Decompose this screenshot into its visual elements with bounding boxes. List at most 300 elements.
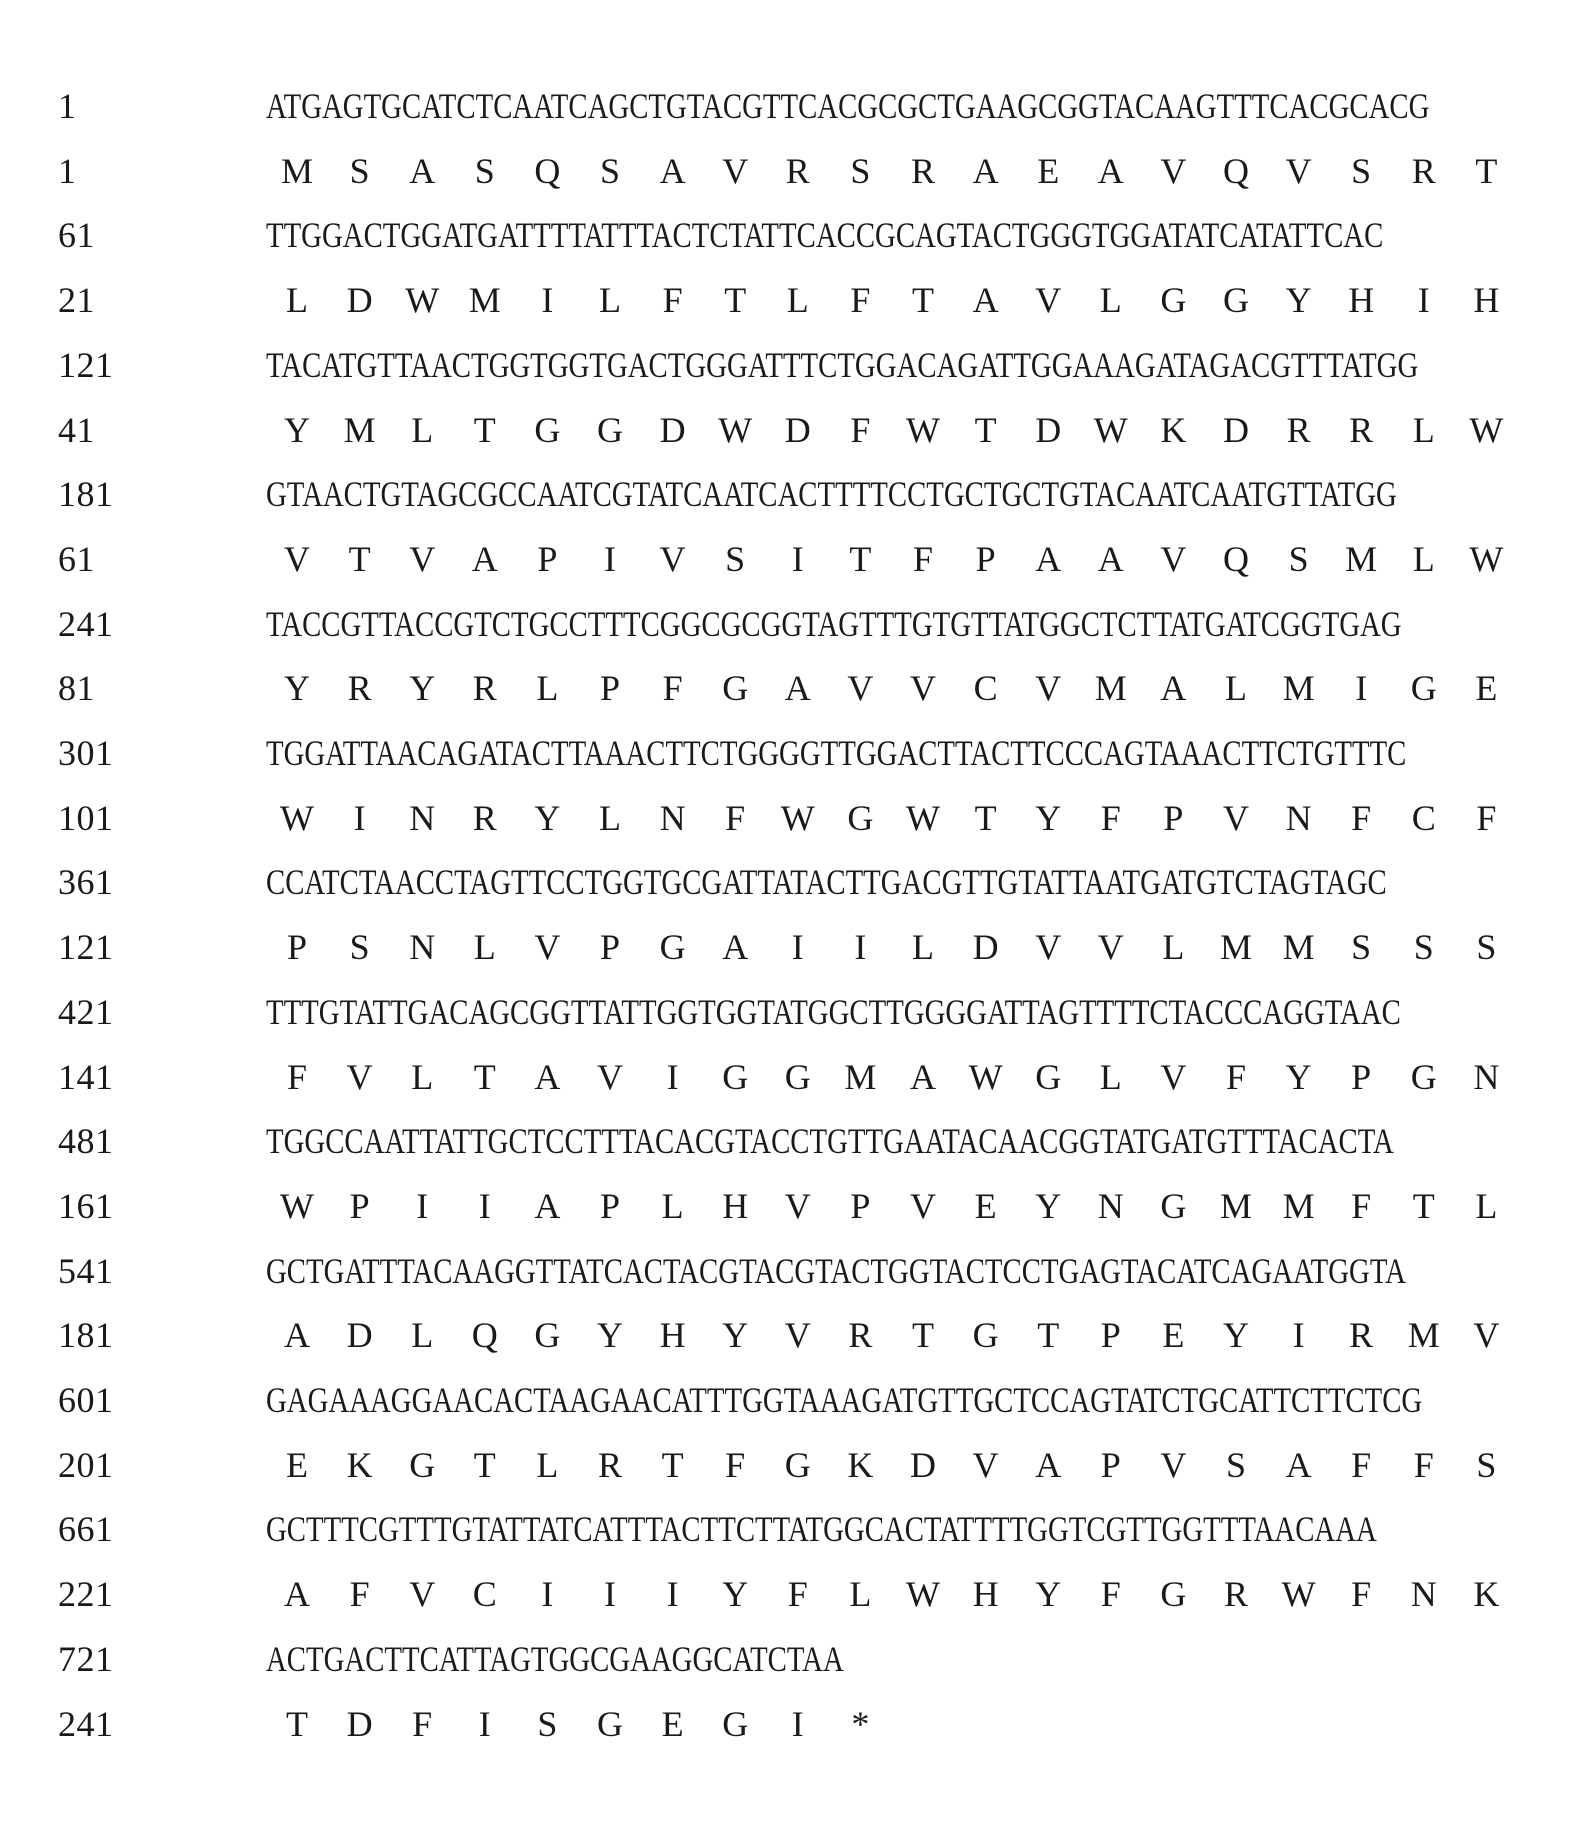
nucleotide-row — [0, 1111, 1584, 1171]
amino-acid-row — [0, 658, 1584, 718]
amino-acid: G — [784, 1056, 811, 1097]
amino-acid: M — [1345, 538, 1378, 579]
amino-acid: N — [1097, 1185, 1124, 1226]
amino-acid: V — [1160, 150, 1187, 191]
amino-acid: R — [1349, 1315, 1374, 1356]
amino-acid: P — [1100, 1444, 1121, 1485]
amino-acid: G — [847, 797, 874, 838]
amino-acid: Y — [1285, 1056, 1312, 1097]
amino-acid: A — [534, 1056, 561, 1097]
amino-acid: T — [1037, 1315, 1060, 1356]
amino-acid: S — [537, 1703, 558, 1744]
amino-acid: A — [284, 1574, 310, 1615]
amino-acid: W — [280, 1185, 314, 1226]
amino-acid: A — [1035, 1444, 1062, 1485]
amino-acid-position: 81 — [58, 668, 95, 709]
amino-acid: T — [974, 797, 997, 838]
amino-acid-position: 181 — [58, 1315, 114, 1356]
amino-acid: V — [1035, 280, 1062, 321]
nucleotide-sequence: ATGAGTGCATCTCAATCAGCTGTACGTTCACGCGCTGAAGCGGTACAAGTTTCACGCACG — [266, 86, 1430, 126]
amino-acid: E — [286, 1444, 308, 1485]
amino-acid: W — [906, 409, 940, 450]
amino-acid: F — [787, 1574, 808, 1615]
nucleotide-sequence: TTTGTATTGACAGCGGTTATTGGTGGTATGGCTTGGGGATTAGTTTTCTACCCAGGTAAC — [266, 991, 1401, 1032]
amino-acid-position: 61 — [58, 538, 95, 579]
amino-acid: G — [1223, 280, 1249, 321]
amino-acid-row — [0, 1047, 1584, 1107]
amino-acid: T — [473, 1056, 496, 1097]
amino-acid: V — [1035, 668, 1062, 709]
amino-acid: V — [1160, 538, 1187, 579]
amino-acid: Q — [534, 150, 561, 191]
amino-acid: R — [910, 150, 935, 191]
amino-acid: L — [1475, 1185, 1498, 1226]
nucleotide-position: 481 — [58, 1121, 114, 1162]
nucleotide-row — [0, 1629, 1584, 1689]
amino-acid: F — [412, 1703, 433, 1744]
amino-acid: G — [409, 1444, 436, 1485]
amino-acid: Y — [1035, 1574, 1062, 1615]
amino-acid: G — [722, 668, 749, 709]
amino-acid: I — [1355, 668, 1368, 709]
amino-acid: T — [974, 409, 997, 450]
amino-acid: I — [604, 1574, 616, 1615]
amino-acid-row — [0, 270, 1584, 330]
amino-acid: L — [599, 797, 621, 838]
nucleotide-position: 241 — [58, 603, 114, 644]
nucleotide-sequence: GCTGATTTACAAGGTTATCACTACGTACGTACTGGTACTCCTGAGTACATCAGAATGGTA — [266, 1250, 1406, 1291]
amino-acid: Y — [722, 1315, 749, 1356]
amino-acid-position: 21 — [58, 280, 95, 321]
nucleotide-sequence: TTGGACTGGATGATTTTATTTACTCTATTCACCGCAGTACTGGGTGGATATCATATTCAC — [266, 215, 1384, 256]
amino-acid: M — [844, 1056, 877, 1097]
amino-acid: A — [1285, 1444, 1312, 1485]
amino-acid: R — [1349, 409, 1374, 450]
amino-acid: T — [473, 1444, 496, 1485]
amino-acid: V — [1285, 150, 1312, 191]
amino-acid: W — [906, 797, 940, 838]
amino-acid: Y — [409, 668, 436, 709]
amino-acid: F — [349, 1574, 370, 1615]
amino-acid: P — [599, 1185, 621, 1226]
amino-acid: V — [597, 1056, 623, 1097]
amino-acid: Y — [722, 1574, 749, 1615]
amino-acid: F — [1351, 1444, 1372, 1485]
amino-acid: T — [1412, 1185, 1435, 1226]
amino-acid: G — [722, 1056, 749, 1097]
amino-acid: S — [1351, 927, 1372, 968]
amino-acid: V — [284, 538, 310, 579]
amino-acid: R — [597, 1444, 622, 1485]
amino-acid: V — [1097, 927, 1124, 968]
nucleotide-sequence: CCATCTAACCTAGTTCCTGGTGCGATTATACTTGACGTTGTATTAATGATGTCTAGTAGC — [266, 862, 1387, 903]
amino-acid: F — [1476, 797, 1497, 838]
amino-acid: G — [659, 927, 686, 968]
amino-acid: A — [471, 538, 498, 579]
amino-acid: I — [791, 927, 804, 968]
amino-acid: P — [1100, 1315, 1121, 1356]
amino-acid: V — [1035, 927, 1062, 968]
amino-acid: N — [1285, 797, 1312, 838]
amino-acid: G — [1160, 1185, 1187, 1226]
nucleotide-row — [0, 464, 1584, 524]
amino-acid: F — [1351, 797, 1372, 838]
amino-acid: W — [1093, 409, 1128, 450]
amino-acid: I — [791, 538, 804, 579]
amino-acid: A — [1035, 538, 1062, 579]
amino-acid: G — [1160, 280, 1187, 321]
amino-acid: I — [353, 797, 366, 838]
amino-acid: G — [597, 409, 623, 450]
amino-acid: M — [1407, 1315, 1440, 1356]
amino-acid: Q — [471, 1315, 498, 1356]
amino-acid: D — [659, 409, 686, 450]
amino-acid: H — [1348, 280, 1375, 321]
amino-acid: H — [722, 1185, 749, 1226]
amino-acid: V — [847, 668, 874, 709]
amino-acid: D — [346, 1315, 373, 1356]
amino-acid: V — [346, 1056, 373, 1097]
amino-acid: G — [1160, 1574, 1187, 1615]
amino-acid: I — [666, 1574, 679, 1615]
amino-acid: A — [659, 150, 686, 191]
amino-acid: C — [973, 668, 998, 709]
amino-acid: I — [478, 1185, 491, 1226]
nucleotide-row — [0, 982, 1584, 1042]
amino-acid: I — [416, 1185, 429, 1226]
amino-acid: V — [972, 1444, 999, 1485]
amino-acid: S — [1225, 1444, 1247, 1485]
amino-acid: A — [1097, 538, 1124, 579]
amino-acid: P — [286, 927, 308, 968]
amino-acid: V — [784, 1185, 811, 1226]
amino-acid-position: 1 — [58, 150, 77, 191]
amino-acid: V — [1473, 1315, 1500, 1356]
amino-acid-position: 141 — [58, 1056, 114, 1097]
nucleotide-sequence: GTAACTGTAGCGCCAATCGTATCAATCACTTTTCCTGCTGCTGTACAATCAATGTTATGG — [266, 474, 1397, 515]
amino-acid: F — [662, 668, 683, 709]
amino-acid: G — [1410, 668, 1437, 709]
amino-acid: N — [409, 797, 436, 838]
amino-acid: M — [1282, 1185, 1315, 1226]
amino-acid: Y — [284, 409, 310, 450]
amino-acid: F — [1225, 1056, 1247, 1097]
amino-acid: G — [534, 1315, 561, 1356]
amino-acid: L — [411, 1315, 434, 1356]
amino-acid: G — [1035, 1056, 1062, 1097]
nucleotide-sequence: TGGCCAATTATTGCTCCTTTACACGTACCTGTTGAATACAACGGTATGATGTTTACACTA — [266, 1121, 1394, 1162]
amino-acid: I — [478, 1703, 491, 1744]
amino-acid: Y — [1285, 280, 1312, 321]
amino-acid-row — [0, 400, 1584, 460]
amino-acid: G — [784, 1444, 811, 1485]
amino-acid: V — [784, 1315, 811, 1356]
amino-acid: S — [725, 538, 746, 579]
nucleotide-row — [0, 594, 1584, 654]
amino-acid: A — [722, 927, 749, 968]
amino-acid-position: 41 — [58, 409, 95, 450]
amino-acid: D — [910, 1444, 936, 1485]
amino-acid: R — [1286, 409, 1311, 450]
amino-acid: P — [1163, 797, 1184, 838]
amino-acid: K — [1473, 1574, 1500, 1615]
amino-acid: T — [348, 538, 371, 579]
amino-acid: A — [910, 1056, 936, 1097]
amino-acid: L — [1162, 927, 1185, 968]
amino-acid: A — [784, 668, 811, 709]
amino-acid: N — [659, 797, 686, 838]
amino-acid: F — [912, 538, 934, 579]
nucleotide-position: 181 — [58, 474, 114, 515]
amino-acid: F — [850, 280, 871, 321]
nucleotide-position: 61 — [58, 215, 95, 256]
amino-acid: Y — [1035, 797, 1062, 838]
amino-acid: H — [972, 1574, 999, 1615]
amino-acid: R — [785, 150, 810, 191]
amino-acid: T — [661, 1444, 684, 1485]
amino-acid-position: 241 — [58, 1703, 114, 1744]
amino-acid: P — [537, 538, 558, 579]
nucleotide-row — [0, 335, 1584, 395]
amino-acid: M — [1282, 927, 1315, 968]
amino-acid-row — [0, 1305, 1584, 1365]
nucleotide-position: 601 — [58, 1380, 114, 1420]
amino-acid: T — [912, 1315, 934, 1356]
amino-acid: I — [541, 280, 554, 321]
amino-acid: S — [1476, 1444, 1497, 1485]
amino-acid: P — [975, 538, 996, 579]
amino-acid: S — [1476, 927, 1497, 968]
amino-acid: E — [1037, 150, 1060, 191]
amino-acid: I — [604, 538, 616, 579]
amino-acid: W — [906, 1574, 940, 1615]
amino-acid: Q — [1223, 538, 1249, 579]
amino-acid: F — [286, 1056, 308, 1097]
nucleotide-position: 721 — [58, 1638, 114, 1679]
amino-acid: E — [661, 1703, 684, 1744]
amino-acid: A — [972, 280, 999, 321]
nucleotide-row — [0, 76, 1584, 136]
amino-acid: S — [349, 927, 370, 968]
nucleotide-position: 421 — [58, 991, 114, 1032]
amino-acid: W — [1469, 409, 1504, 450]
amino-acid-position: 161 — [58, 1185, 114, 1226]
amino-acid: W — [718, 409, 753, 450]
amino-acid: P — [599, 927, 621, 968]
amino-acid: V — [1160, 1056, 1187, 1097]
nucleotide-row — [0, 1241, 1584, 1301]
nucleotide-sequence: GCTTTCGTTTGTATTATCATTTACTTCTTATGGCACTATTTTGGTCGTTGGTTTAACAAA — [266, 1509, 1377, 1550]
nucleotide-position: 361 — [58, 862, 114, 903]
amino-acid: M — [343, 409, 376, 450]
amino-acid: D — [346, 1703, 373, 1744]
amino-acid: T — [473, 409, 496, 450]
amino-acid: F — [1100, 797, 1121, 838]
amino-acid: W — [1469, 538, 1504, 579]
amino-acid-position: 121 — [58, 927, 114, 968]
amino-acid: Q — [1223, 150, 1249, 191]
nucleotide-sequence: TACCGTTACCGTCTGCCTTTCGGCGCGGTAGTTTGTGTTATGGCTCTTATGATCGGTGAG — [266, 603, 1402, 644]
amino-acid: V — [409, 1574, 436, 1615]
amino-acid: A — [1097, 150, 1124, 191]
amino-acid-position: 101 — [58, 797, 114, 838]
amino-acid: T — [286, 1703, 308, 1744]
amino-acid: I — [854, 927, 867, 968]
amino-acid: I — [791, 1703, 804, 1744]
amino-acid: K — [1160, 409, 1187, 450]
amino-acid: P — [1351, 1056, 1372, 1097]
amino-acid: D — [972, 927, 999, 968]
amino-acid: P — [349, 1185, 370, 1226]
amino-acid: N — [1473, 1056, 1500, 1097]
amino-acid: R — [848, 1315, 873, 1356]
nucleotide-position: 541 — [58, 1250, 114, 1291]
amino-acid: L — [536, 1444, 559, 1485]
amino-acid-position: 221 — [58, 1574, 114, 1615]
amino-acid-row — [0, 1564, 1584, 1624]
nucleotide-sequence: TGGATTAACAGATACTTAAACTTCTGGGGTTGGACTTACTTCCCAGTAAACTTCTGTTTC — [266, 733, 1407, 773]
amino-acid: A — [284, 1315, 310, 1356]
amino-acid: P — [599, 668, 621, 709]
amino-acid: D — [1223, 409, 1249, 450]
amino-acid: M — [1219, 1185, 1252, 1226]
amino-acid: W — [1281, 1574, 1316, 1615]
amino-acid: R — [472, 668, 497, 709]
amino-acid: F — [1413, 1444, 1434, 1485]
amino-acid: T — [912, 280, 934, 321]
amino-acid: W — [968, 1056, 1003, 1097]
amino-acid: L — [473, 927, 496, 968]
amino-acid: A — [409, 150, 436, 191]
amino-acid: G — [597, 1703, 623, 1744]
amino-acid: I — [1417, 280, 1430, 321]
nucleotide-position: 1 — [58, 86, 77, 126]
amino-acid: S — [1288, 538, 1309, 579]
amino-acid: L — [411, 409, 434, 450]
amino-acid: T — [849, 538, 872, 579]
amino-acid-row — [0, 141, 1584, 201]
amino-acid: A — [972, 150, 999, 191]
amino-acid: S — [349, 150, 370, 191]
amino-acid: F — [1351, 1185, 1372, 1226]
amino-acid: L — [286, 280, 308, 321]
nucleotide-sequence: GAGAAAGGAACACTAAGAACATTTGGTAAAGATGTTGCTCCAGTATCTGCATTCTTCTCG — [266, 1380, 1423, 1420]
amino-acid-row — [0, 529, 1584, 589]
amino-acid-position: 201 — [58, 1444, 114, 1485]
amino-acid: G — [1410, 1056, 1437, 1097]
amino-acid: R — [1223, 1574, 1248, 1615]
amino-acid: M — [1219, 927, 1252, 968]
amino-acid-row — [0, 788, 1584, 848]
amino-acid: S — [1413, 927, 1434, 968]
amino-acid: K — [847, 1444, 874, 1485]
amino-acid: W — [780, 797, 815, 838]
amino-acid: R — [347, 668, 372, 709]
nucleotide-row — [0, 723, 1584, 783]
amino-acid: I — [1292, 1315, 1305, 1356]
amino-acid: Y — [597, 1315, 623, 1356]
nucleotide-position: 301 — [58, 733, 114, 773]
amino-acid: L — [1099, 280, 1122, 321]
amino-acid: H — [659, 1315, 686, 1356]
nucleotide-row — [0, 1370, 1584, 1430]
amino-acid: Y — [284, 668, 310, 709]
amino-acid: M — [1282, 668, 1315, 709]
amino-acid: I — [541, 1574, 554, 1615]
amino-acid: N — [409, 927, 436, 968]
amino-acid: K — [346, 1444, 373, 1485]
amino-acid: F — [725, 797, 746, 838]
amino-acid: T — [1475, 150, 1498, 191]
amino-acid: R — [472, 797, 497, 838]
amino-acid: E — [1475, 668, 1498, 709]
amino-acid: L — [411, 1056, 434, 1097]
amino-acid: V — [409, 538, 436, 579]
amino-acid: L — [1225, 668, 1247, 709]
nucleotide-row — [0, 1499, 1584, 1559]
amino-acid-row — [0, 917, 1584, 977]
amino-acid: L — [599, 280, 621, 321]
amino-acid: G — [722, 1703, 749, 1744]
amino-acid: S — [850, 150, 871, 191]
amino-acid: E — [1162, 1315, 1185, 1356]
amino-acid: I — [666, 1056, 679, 1097]
amino-acid: V — [910, 668, 936, 709]
amino-acid: V — [722, 150, 749, 191]
amino-acid: F — [1351, 1574, 1372, 1615]
amino-acid: S — [474, 150, 495, 191]
amino-acid: N — [1410, 1574, 1437, 1615]
amino-acid: L — [536, 668, 559, 709]
amino-acid: A — [534, 1185, 561, 1226]
amino-acid: R — [1411, 150, 1436, 191]
amino-acid: M — [1094, 668, 1127, 709]
amino-acid: D — [1035, 409, 1062, 450]
amino-acid: S — [599, 150, 621, 191]
nucleotide-position: 121 — [58, 344, 114, 385]
amino-acid: Y — [1223, 1315, 1249, 1356]
nucleotide-sequence: ACTGACTTCATTAGTGGCGAAGGCATCTAA — [266, 1638, 844, 1679]
amino-acid: C — [472, 1574, 497, 1615]
amino-acid: G — [534, 409, 561, 450]
stop-codon: * — [851, 1703, 870, 1744]
amino-acid: L — [1412, 538, 1435, 579]
amino-acid: A — [1160, 668, 1187, 709]
amino-acid: L — [849, 1574, 872, 1615]
amino-acid: S — [1351, 150, 1372, 191]
amino-acid: D — [346, 280, 373, 321]
amino-acid: W — [280, 797, 314, 838]
amino-acid: L — [1099, 1056, 1122, 1097]
amino-acid: F — [850, 409, 871, 450]
amino-acid: Y — [1035, 1185, 1062, 1226]
nucleotide-position: 661 — [58, 1509, 114, 1550]
amino-acid: T — [724, 280, 747, 321]
amino-acid: V — [1160, 1444, 1187, 1485]
amino-acid: C — [1411, 797, 1436, 838]
amino-acid: D — [784, 409, 811, 450]
amino-acid: M — [468, 280, 501, 321]
amino-acid: L — [1412, 409, 1435, 450]
nucleotide-row — [0, 852, 1584, 912]
amino-acid: E — [974, 1185, 997, 1226]
amino-acid: F — [662, 280, 683, 321]
amino-acid: F — [725, 1444, 746, 1485]
amino-acid: M — [280, 150, 313, 191]
amino-acid: V — [1223, 797, 1249, 838]
amino-acid-row — [0, 1435, 1584, 1495]
amino-acid: Y — [534, 797, 561, 838]
